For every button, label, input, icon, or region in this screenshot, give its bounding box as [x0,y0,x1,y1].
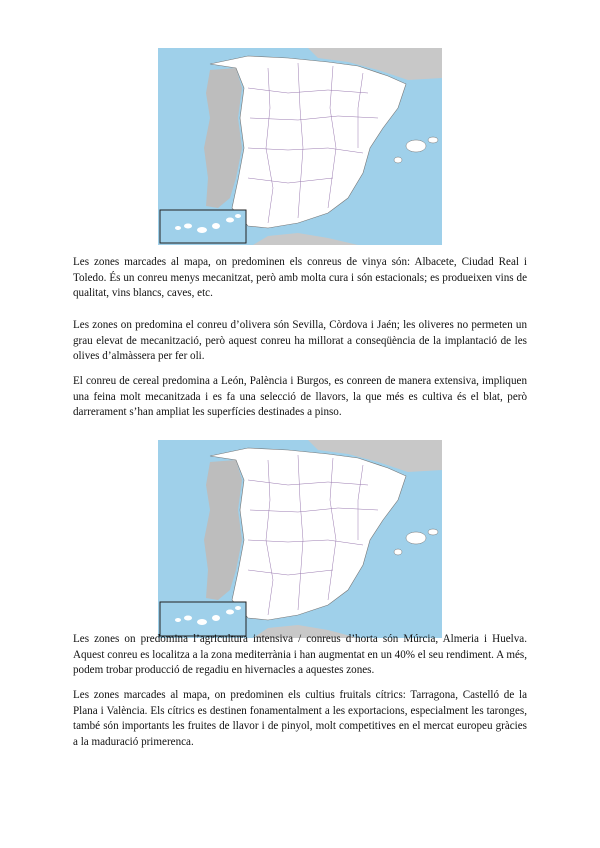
paragraph-vinya: Les zones marcades al mapa, on predominen els conreus de vinya són: Albacete, Ciudad Real i Toledo. És un conreu menys mecanitzat, però amb molta cura i són estacionals; es produeixen vins de qualitat, vins blancs, caves, etc. [73,256,527,299]
paragraph-citrics: Les zones marcades al mapa, on predominen els cultius fruitals cítrics: Tarragona, Castelló de la Plana i València. Els cítrics es destinen fonamentalment a les exportacions, especialment les taronges, també són importants les fruites de llavor i de pinyol, molt competitives en el mercat europeu gràcies a la maduració primerenca. [73,689,527,748]
paragraph-olivera: Les zones on predomina el conreu d’olivera són Sevilla, Còrdova i Jaén; les oliveres no permeten un grau elevat de mecanització, però aquest conreu ha millorat a conseqüència de la implantació de les olives d’almàssera per fer oli. [73,319,527,362]
paragraph-horta: Les zones on predomina l’agricultura intensiva / conreus d’horta són Múrcia, Almeria i Huelva. Aquest conreu es localitza a la zona mediterrània i han augmentat en un 40% el seu rendiment. A més, podem trobar producció de regadiu en hivernacles a aquestes zones. [73,633,527,676]
canary-inset [160,602,246,636]
canary-inset [160,210,246,243]
paragraph-cereal: El conreu de cereal predomina a León, Palència i Burgos, es conreen de manera extensiva, impliquen una feina molt mecanitzada i es fa una selecció de llavors, la que més es cultiva és el blat, però darrerament s’han ampliat les superfícies destinades a pinso. [73,375,527,418]
spain-map-citrus [158,440,442,638]
spain-map-vineyards [158,48,442,245]
